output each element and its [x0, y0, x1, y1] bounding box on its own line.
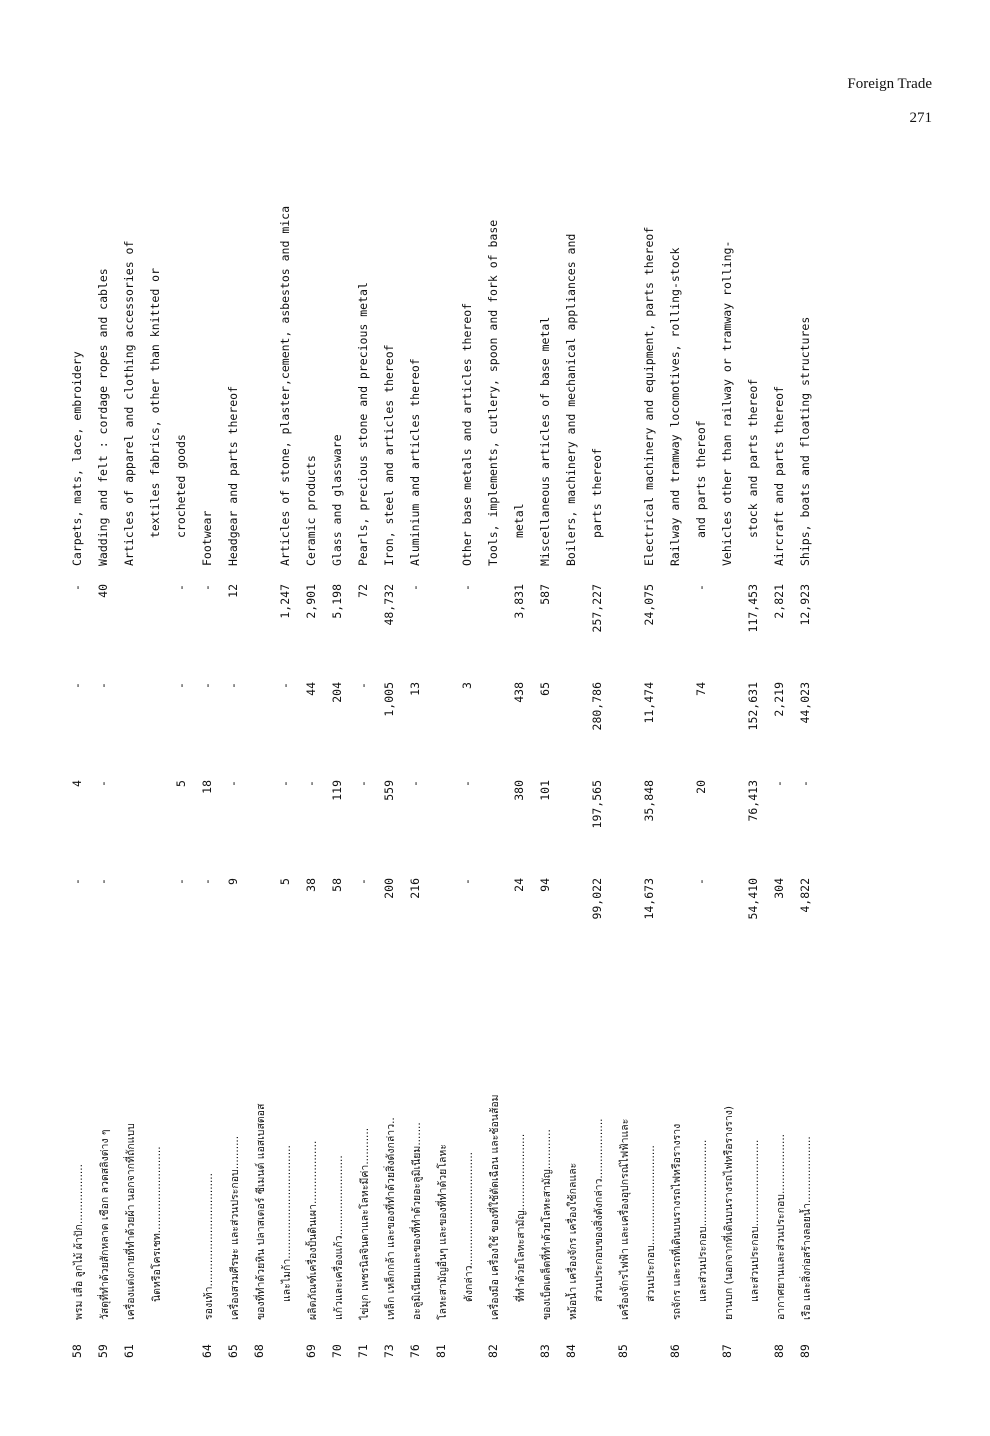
thai-description: อะลูมิเนียมและของที่ทำด้วยอะลูมิเนียม.......: [411, 1122, 423, 1320]
value-col-3: -: [278, 682, 292, 689]
value-col-4: 2,901: [304, 584, 318, 619]
thai-description: รองเท้า..................................: [203, 1173, 215, 1320]
table-row: [538, 153, 558, 1358]
value-col-1: 99,022: [590, 878, 604, 920]
value-col-2: 4: [70, 780, 84, 787]
value-col-2: 101: [538, 780, 552, 801]
value-col-3: 438: [512, 682, 526, 703]
hs-code: 73: [382, 1344, 396, 1358]
hs-code: 82: [486, 1344, 500, 1358]
thai-description: ยานบก (นอกจากที่เดินบนรางรถไฟหรือรางราง): [723, 1106, 735, 1320]
table-row: [772, 153, 792, 1358]
value-col-2: -: [408, 780, 422, 787]
value-col-2: -: [226, 780, 240, 787]
value-col-2: 76,413: [746, 780, 760, 822]
value-col-2: -: [460, 780, 474, 787]
value-col-2: 559: [382, 780, 396, 801]
hs-code: 84: [564, 1344, 578, 1358]
english-description: Pearls, precious stone and precious metal: [356, 282, 370, 566]
english-description: Ceramic products: [304, 455, 318, 566]
english-description: parts thereof: [590, 447, 604, 538]
value-col-4: 2,821: [772, 584, 786, 619]
table-row: [564, 153, 584, 1358]
english-description: Carpets, mats, lace, embroidery: [70, 351, 84, 566]
thai-description: ผลิตภัณฑ์เครื่องปั้นดินเผา...................: [307, 1140, 319, 1320]
table-row: [200, 153, 220, 1358]
thai-description: หม้อน้ำ เครื่องจักร เครื่องใช้กลและ: [567, 1162, 579, 1320]
english-description: Articles of apparel and clothing accessories of: [122, 240, 136, 566]
value-col-1: -: [460, 878, 474, 885]
table-row: [434, 153, 454, 1358]
value-col-2: -: [772, 780, 786, 787]
table-row: [356, 153, 376, 1358]
trade-table: [70, 153, 835, 1358]
hs-code: 88: [772, 1344, 786, 1358]
english-description: Headgear and parts thereof: [226, 385, 240, 566]
value-col-3: -: [96, 682, 110, 689]
value-col-3: 74: [694, 682, 708, 696]
hs-code: 58: [70, 1344, 84, 1358]
table-row: [460, 153, 480, 1358]
english-description: Aircraft and parts thereof: [772, 385, 786, 566]
value-col-2: 35,848: [642, 780, 656, 822]
running-header-title: Foreign Trade: [847, 76, 932, 92]
table-row: [304, 153, 324, 1358]
hs-code: 61: [122, 1344, 136, 1358]
value-col-3: 65: [538, 682, 552, 696]
value-col-2: 197,565: [590, 780, 604, 829]
english-description: Glass and glassware: [330, 434, 344, 566]
value-col-1: 38: [304, 878, 318, 892]
value-col-1: 5: [278, 878, 292, 885]
hs-code: 64: [200, 1344, 214, 1358]
english-description: Ships, boats and floating structures: [798, 316, 812, 566]
value-col-1: -: [174, 878, 188, 885]
value-col-4: 12,923: [798, 584, 812, 626]
thai-description: เครื่องจักรไฟฟ้า และเครื่องอุปกรณ์ไฟฟ้าและ: [619, 1118, 631, 1320]
value-col-1: -: [200, 878, 214, 885]
thai-description: ของเบ็ดเตล็ดที่ทำด้วยโลหะสามัญ............: [541, 1129, 553, 1320]
value-col-2: 119: [330, 780, 344, 801]
table-row: [590, 153, 610, 1358]
value-col-2: -: [356, 780, 370, 787]
value-col-2: -: [304, 780, 318, 787]
english-description: Aluminium and articles thereof: [408, 358, 422, 566]
table-row: [174, 153, 194, 1358]
value-col-1: 200: [382, 878, 396, 899]
value-col-4: 5,198: [330, 584, 344, 619]
value-col-4: 72: [356, 584, 370, 598]
thai-description: ที่ทำด้วยโลหะสามัญ.......................: [515, 1133, 527, 1302]
table-row: [122, 153, 142, 1358]
table-row: [70, 153, 90, 1358]
hs-code: 76: [408, 1344, 422, 1358]
table-row: [330, 153, 350, 1358]
value-col-2: -: [278, 780, 292, 787]
value-col-2: 18: [200, 780, 214, 794]
value-col-1: 14,673: [642, 878, 656, 920]
value-col-4: 587: [538, 584, 552, 605]
value-col-2: 5: [174, 780, 188, 787]
value-col-2: 380: [512, 780, 526, 801]
value-col-3: 11,474: [642, 682, 656, 724]
value-col-3: 152,631: [746, 682, 760, 731]
value-col-3: 44,023: [798, 682, 812, 724]
english-description: Wadding and felt : cordage ropes and cables: [96, 268, 110, 566]
english-description: Other base metals and articles thereof: [460, 302, 474, 566]
hs-code: 70: [330, 1344, 344, 1358]
table-row: [694, 153, 714, 1358]
english-description: metal: [512, 503, 526, 538]
english-description: and parts thereof: [694, 420, 708, 538]
english-description: Footwear: [200, 510, 214, 566]
hs-code: 85: [616, 1344, 630, 1358]
thai-description: และส่วนประกอบ..........................: [749, 1139, 761, 1302]
value-col-4: 257,227: [590, 584, 604, 633]
thai-description: ไข่มุก เพชรนิลจินดาและโลหะมีค่า...........: [359, 1127, 371, 1320]
table-row: [512, 153, 532, 1358]
table-row: [252, 153, 272, 1358]
english-description: Tools, implements, cutlery, spoon and fork of base: [486, 219, 500, 566]
value-col-2: -: [96, 780, 110, 787]
english-description: Electrical machinery and equipment, parts thereof: [642, 226, 656, 566]
value-col-1: -: [96, 878, 110, 885]
hs-code: 89: [798, 1344, 812, 1358]
value-col-4: -: [174, 584, 188, 591]
thai-description: พรม เสื่อ ลูกไม้ ผ้าปัก..................: [73, 1164, 85, 1320]
hs-code: 59: [96, 1344, 110, 1358]
value-col-1: -: [70, 878, 84, 885]
value-col-4: -: [70, 584, 84, 591]
thai-description: วัสดุที่ทำด้วยสักหลาด เชือก ลวดสลิงต่าง ๆ: [99, 1129, 111, 1320]
table-row: [486, 153, 506, 1358]
english-description: Railway and tramway locomotives, rolling-stock: [668, 247, 682, 566]
thai-description: และไมก้า..................................: [281, 1145, 293, 1302]
value-col-4: -: [460, 584, 474, 591]
english-description: Miscellaneous articles of base metal: [538, 316, 552, 566]
value-col-3: -: [200, 682, 214, 689]
value-col-1: 54,410: [746, 878, 760, 920]
value-col-3: 3: [460, 682, 474, 689]
table-row: [96, 153, 116, 1358]
value-col-4: 48,732: [382, 584, 396, 626]
thai-description: เรือ และสิ่งก่อสร้างลอยน้ำ....................: [801, 1136, 813, 1320]
table-row: [382, 153, 402, 1358]
value-col-3: 13: [408, 682, 422, 696]
value-col-4: 12: [226, 584, 240, 598]
value-col-1: 4,822: [798, 878, 812, 913]
value-col-3: -: [174, 682, 188, 689]
thai-description: ส่วนประกอบของสิ่งดังกล่าว..................: [593, 1118, 605, 1302]
table-row: [616, 153, 636, 1358]
english-description: Iron, steel and articles thereof: [382, 344, 396, 566]
value-col-3: 2,219: [772, 682, 786, 717]
table-row: [148, 153, 168, 1358]
value-col-4: 24,075: [642, 584, 656, 626]
value-col-3: 1,005: [382, 682, 396, 717]
value-col-1: 94: [538, 878, 552, 892]
value-col-1: 24: [512, 878, 526, 892]
value-col-1: -: [356, 878, 370, 885]
value-col-3: -: [70, 682, 84, 689]
thai-description: ของที่ทำด้วยหิน ปลาสเตอร์ ซีเมนต์ แอสเบสตอส: [255, 1103, 267, 1320]
thai-description: และส่วนประกอบ..........................: [697, 1139, 709, 1302]
value-col-3: -: [226, 682, 240, 689]
value-col-2: -: [798, 780, 812, 787]
value-col-4: -: [200, 584, 214, 591]
value-col-1: 9: [226, 878, 240, 885]
value-col-3: 44: [304, 682, 318, 696]
table-row: [408, 153, 428, 1358]
english-description: Vehicles other than railway or tramway rolling-: [720, 240, 734, 566]
value-col-3: 204: [330, 682, 344, 703]
thai-description: แก้วและเครื่องแก้ว........................: [333, 1155, 345, 1320]
value-col-1: 58: [330, 878, 344, 892]
thai-description: โลหะสามัญอื่นๆ และของที่ทำด้วยโลหะ: [437, 1144, 449, 1320]
thai-description: เหล็ก เหล็กกล้า และของที่ทำด้วยสิ่งดังกล่าว..: [385, 1117, 397, 1320]
table-row: [278, 153, 298, 1358]
value-col-4: 40: [96, 584, 110, 598]
value-col-4: -: [408, 584, 422, 591]
thai-description: อากาศยานและส่วนประกอบ..................: [775, 1133, 787, 1320]
thai-description: ส่วนประกอบ..............................: [645, 1145, 657, 1302]
table-row: [798, 153, 818, 1358]
hs-code: 69: [304, 1344, 318, 1358]
thai-description: รถจักร และรถที่เดินบนรางรถไฟหรือรางราง: [671, 1123, 683, 1320]
english-description: stock and parts thereof: [746, 378, 760, 538]
thai-description: เครื่องแต่งกายที่ทำด้วยผ้า นอกจากที่ถักแบบ: [125, 1123, 137, 1320]
thai-description: เครื่องสวมศีรษะ และส่วนประกอบ..........: [229, 1135, 241, 1320]
value-col-4: 117,453: [746, 584, 760, 633]
hs-code: 86: [668, 1344, 682, 1358]
value-col-4: 3,831: [512, 584, 526, 619]
value-col-4: -: [694, 584, 708, 591]
page-number: 271: [909, 110, 932, 126]
value-col-4: 1,247: [278, 584, 292, 619]
table-row: [642, 153, 662, 1358]
value-col-3: 280,786: [590, 682, 604, 731]
table-row: [668, 153, 688, 1358]
hs-code: 71: [356, 1344, 370, 1358]
hs-code: 81: [434, 1344, 448, 1358]
value-col-3: -: [356, 682, 370, 689]
english-description: Boilers, machinery and mechanical appliances and: [564, 233, 578, 566]
hs-code: 65: [226, 1344, 240, 1358]
hs-code: 87: [720, 1344, 734, 1358]
english-description: crocheted goods: [174, 434, 188, 538]
thai-description: ดังกล่าว..................................: [463, 1151, 475, 1302]
value-col-1: 304: [772, 878, 786, 899]
english-description: textiles fabrics, other than knitted or: [148, 267, 162, 538]
value-col-1: 216: [408, 878, 422, 899]
hs-code: 68: [252, 1344, 266, 1358]
value-col-1: -: [694, 878, 708, 885]
table-row: [226, 153, 246, 1358]
value-col-2: 20: [694, 780, 708, 794]
thai-description: นิตหรือโครเชท..........................: [151, 1146, 163, 1302]
table-row: [720, 153, 740, 1358]
thai-description: เครื่องมือ เครื่องใช้ ของที่ใช้ตัดเฉือน และช้อนส้อม: [489, 1094, 501, 1320]
english-description: Articles of stone, plaster,cement, asbestos and mica: [278, 205, 292, 566]
hs-code: 83: [538, 1344, 552, 1358]
table-row: [746, 153, 766, 1358]
